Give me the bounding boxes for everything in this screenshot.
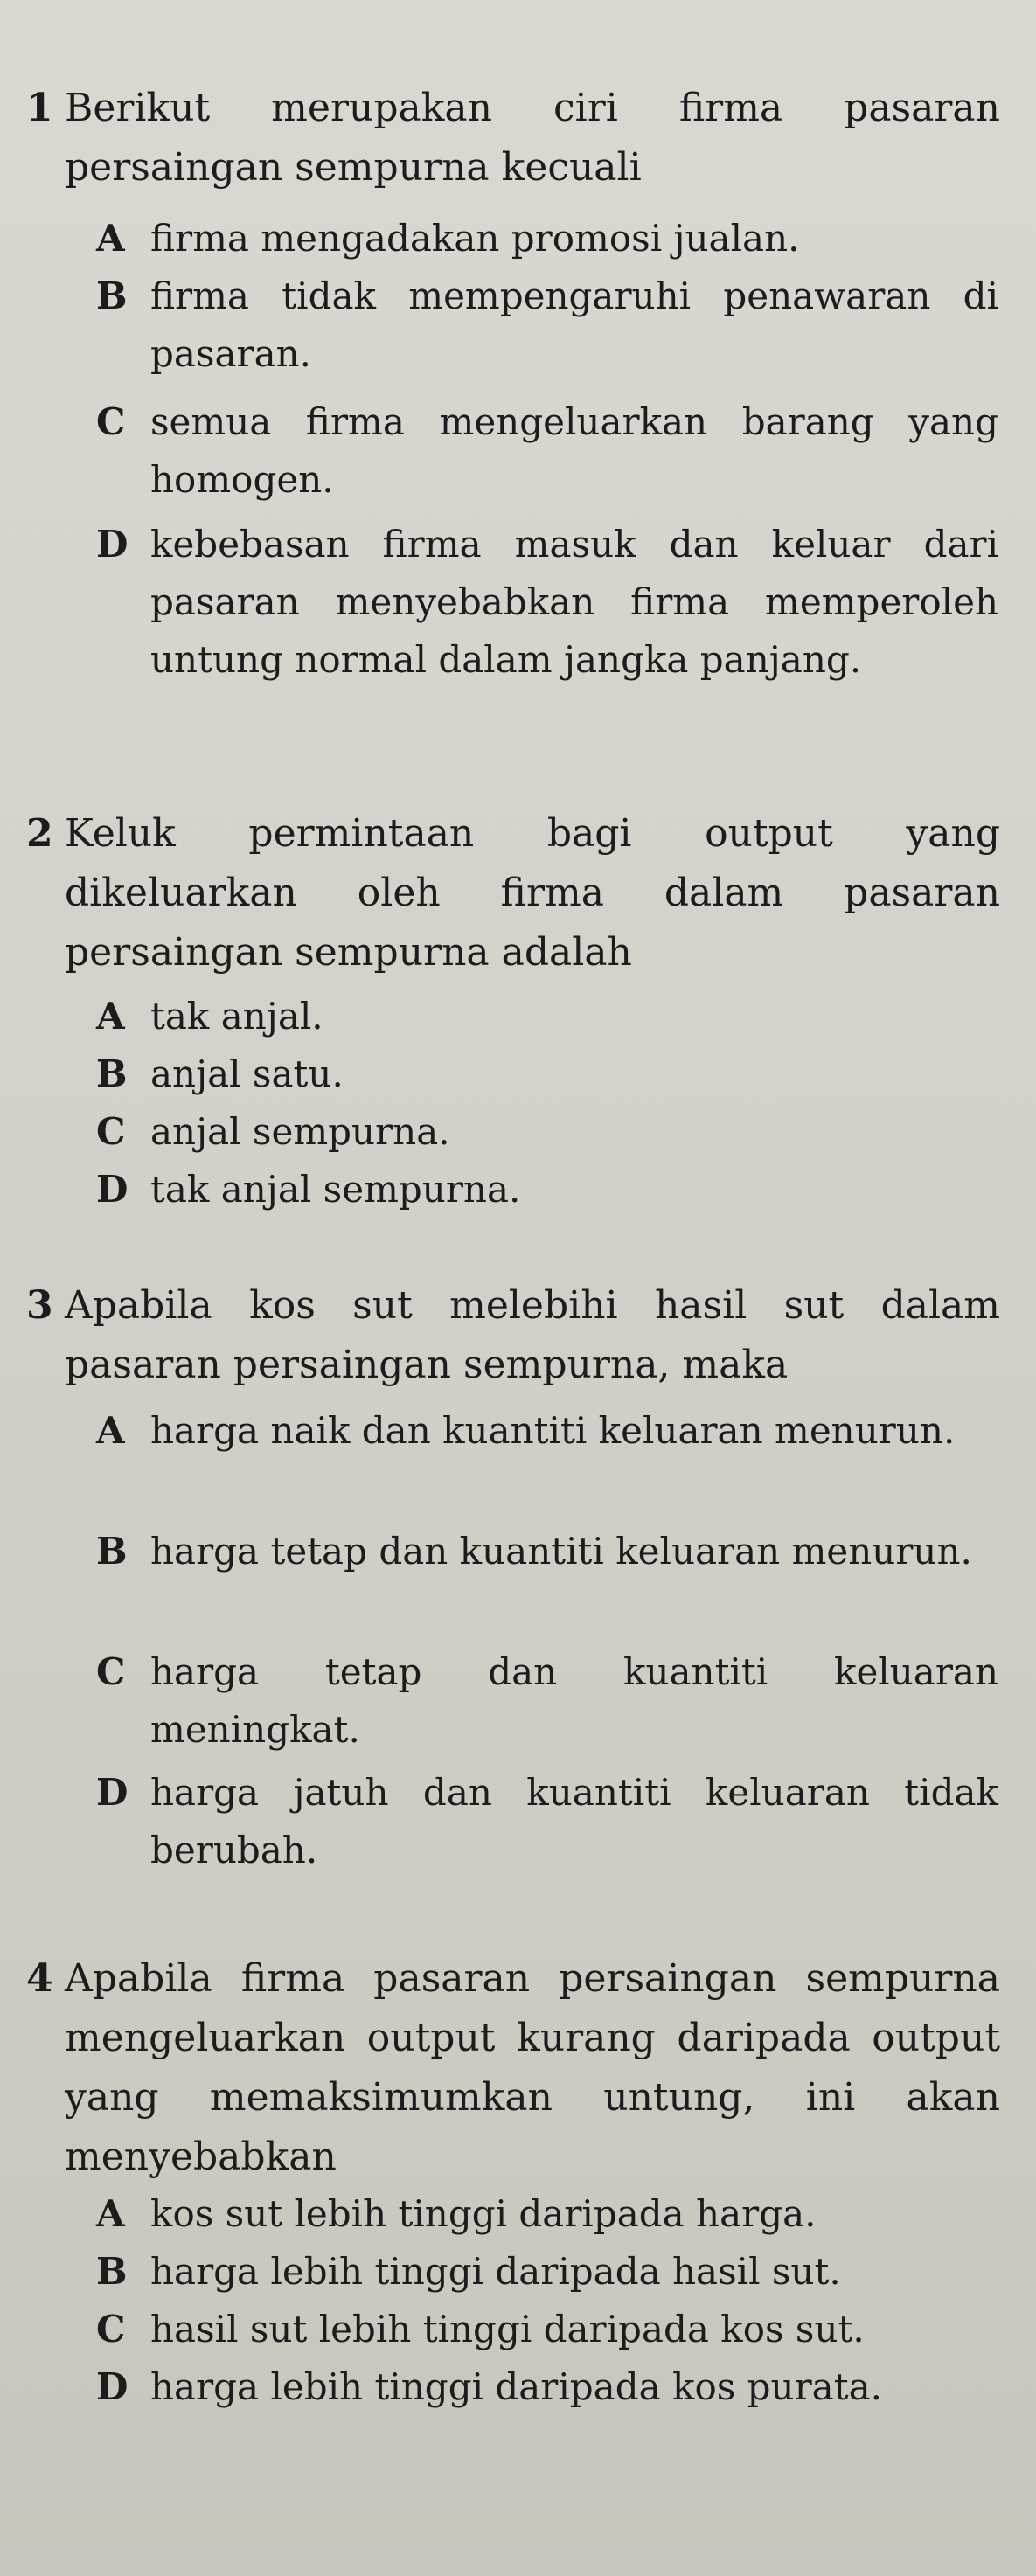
question-stem: Keluk permintaan bagi output yang dikeluarkan oleh firma dalam pasaran persaingan sempurna adalah <box>65 811 1000 975</box>
question-number: 4 <box>26 1956 53 2001</box>
option-text: kos sut lebih tinggi daripada harga. <box>150 2192 817 2235</box>
option-letter: C <box>96 1650 126 1693</box>
option-text: firma mengadakan promosi jualan. <box>150 217 800 260</box>
option-text: firma tidak mempengaruhi penawaran di pasaran. <box>150 274 998 375</box>
option-letter: D <box>96 1168 129 1211</box>
option-text: harga lebih tinggi daripada hasil sut. <box>150 2250 841 2293</box>
option-text: hasil sut lebih tinggi daripada kos sut. <box>150 2308 865 2350</box>
option-text: anjal satu. <box>150 1052 344 1095</box>
option-letter: C <box>96 2308 126 2350</box>
question-4 <box>26 1949 1005 2408</box>
option-text: harga tetap dan kuantiti keluaran menurun. <box>150 1530 972 1573</box>
option-text: tak anjal sempurna. <box>150 1168 521 1211</box>
question-1 <box>26 79 1005 778</box>
option-letter: D <box>96 523 129 566</box>
question-stem: Berikut merupakan ciri firma pasaran persaingan sempurna kecuali <box>65 86 1000 190</box>
question-number: 1 <box>26 86 53 130</box>
option-letter: B <box>96 274 128 317</box>
option-letter: B <box>96 1052 128 1095</box>
option-letter: B <box>96 1530 128 1573</box>
option-letter: D <box>96 2365 129 2408</box>
option-letter: A <box>96 995 125 1038</box>
question-number: 3 <box>26 1283 53 1328</box>
option-letter: A <box>96 1409 125 1452</box>
option-letter: C <box>96 1110 126 1153</box>
option-text: harga tetap dan kuantiti keluaran meningkat. <box>150 1650 998 1751</box>
option-text: anjal sempurna. <box>150 1110 450 1153</box>
option-text: harga naik dan kuantiti keluaran menurun. <box>150 1409 956 1452</box>
option-text: harga lebih tinggi daripada kos purata. <box>150 2365 882 2408</box>
option-text: tak anjal. <box>150 995 323 1038</box>
option-text: kebebasan firma masuk dan keluar dari pasaran menyebabkan firma memperoleh untung normal dalam jangka panjang. <box>150 523 998 681</box>
question-stem: Apabila kos sut melebihi hasil sut dalam pasaran persaingan sempurna, maka <box>65 1283 1000 1387</box>
option-letter: B <box>96 2250 128 2293</box>
option-letter: C <box>96 400 126 443</box>
question-2 <box>26 804 1005 1211</box>
question-stem: Apabila firma pasaran persaingan sempurna mengeluarkan output kurang daripada output yang memaksimumkan untung, ini akan menyebabkan <box>65 1956 1000 2179</box>
option-letter: D <box>96 1771 129 1814</box>
option-letter: A <box>96 217 125 260</box>
option-text: semua firma mengeluarkan barang yang homogen. <box>150 400 998 501</box>
question-3 <box>26 1276 1005 1888</box>
question-number: 2 <box>26 811 53 856</box>
option-letter: A <box>96 2192 125 2235</box>
option-text: harga jatuh dan kuantiti keluaran tidak berubah. <box>150 1771 998 1871</box>
